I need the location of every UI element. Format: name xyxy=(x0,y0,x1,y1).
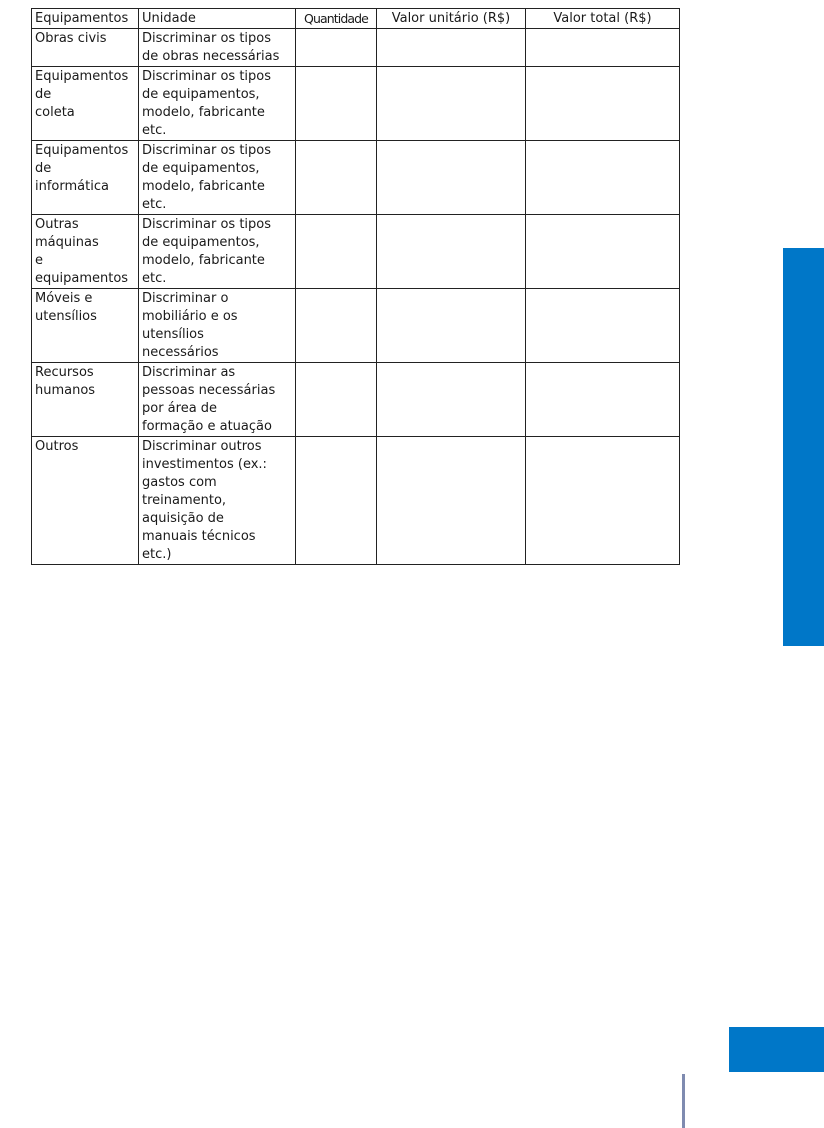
cell-quantity xyxy=(296,29,377,67)
header-valor-unitario: Valor unitário (R$) xyxy=(377,9,526,29)
cell-item: Obras civis xyxy=(32,29,139,67)
cell-unit: Discriminar os tipos de equipamentos, modelo, fabricante etc. xyxy=(139,141,296,215)
header-valor-total: Valor total (R$) xyxy=(526,9,680,29)
cell-item: Recursos humanos xyxy=(32,363,139,437)
cell-total-value xyxy=(526,215,680,289)
cell-unit: Discriminar os tipos de equipamentos, modelo, fabricante etc. xyxy=(139,67,296,141)
cell-unit: Discriminar o mobiliário e os utensílios necessários xyxy=(139,289,296,363)
cell-quantity xyxy=(296,289,377,363)
header-unidade: Unidade xyxy=(139,9,296,29)
cell-total-value xyxy=(526,289,680,363)
cell-quantity xyxy=(296,437,377,565)
cell-item: Outras máquinas e equipamentos xyxy=(32,215,139,289)
table-row xyxy=(32,289,680,363)
cell-item: Equipamentos de informática xyxy=(32,141,139,215)
cell-total-value xyxy=(526,141,680,215)
cell-unit-value xyxy=(377,67,526,141)
cell-total-value xyxy=(526,437,680,565)
cell-unit-value xyxy=(377,141,526,215)
cell-unit-value xyxy=(377,289,526,363)
cell-unit-value xyxy=(377,363,526,437)
cell-total-value xyxy=(526,363,680,437)
cell-item: Equipamentos de coleta xyxy=(32,67,139,141)
footer-rule xyxy=(682,1074,685,1128)
table-row xyxy=(32,29,680,67)
page-number-tab xyxy=(729,1027,824,1072)
cell-quantity xyxy=(296,215,377,289)
cell-unit: Discriminar os tipos de obras necessárias xyxy=(139,29,296,67)
table-row xyxy=(32,141,680,215)
table-row xyxy=(32,363,680,437)
header-quantidade: Quantidade xyxy=(296,9,377,29)
cell-unit: Discriminar as pessoas necessárias por área de formação e atuação xyxy=(139,363,296,437)
side-accent-tab xyxy=(783,248,824,646)
cell-unit-value xyxy=(377,29,526,67)
cell-quantity xyxy=(296,67,377,141)
table-header-row xyxy=(32,9,680,29)
cell-quantity xyxy=(296,141,377,215)
cell-item: Móveis e utensílios xyxy=(32,289,139,363)
table-row xyxy=(32,215,680,289)
cell-quantity xyxy=(296,363,377,437)
cell-total-value xyxy=(526,67,680,141)
cell-unit-value xyxy=(377,437,526,565)
cell-unit-value xyxy=(377,215,526,289)
cell-unit: Discriminar outros investimentos (ex.: gastos com treinamento, aquisição de manuais técnicos etc.) xyxy=(139,437,296,565)
table-row xyxy=(32,67,680,141)
cell-item: Outros xyxy=(32,437,139,565)
budget-table xyxy=(31,8,680,565)
cell-unit: Discriminar os tipos de equipamentos, modelo, fabricante etc. xyxy=(139,215,296,289)
table-row xyxy=(32,437,680,565)
header-equipamentos: Equipamentos xyxy=(32,9,139,29)
cell-total-value xyxy=(526,29,680,67)
